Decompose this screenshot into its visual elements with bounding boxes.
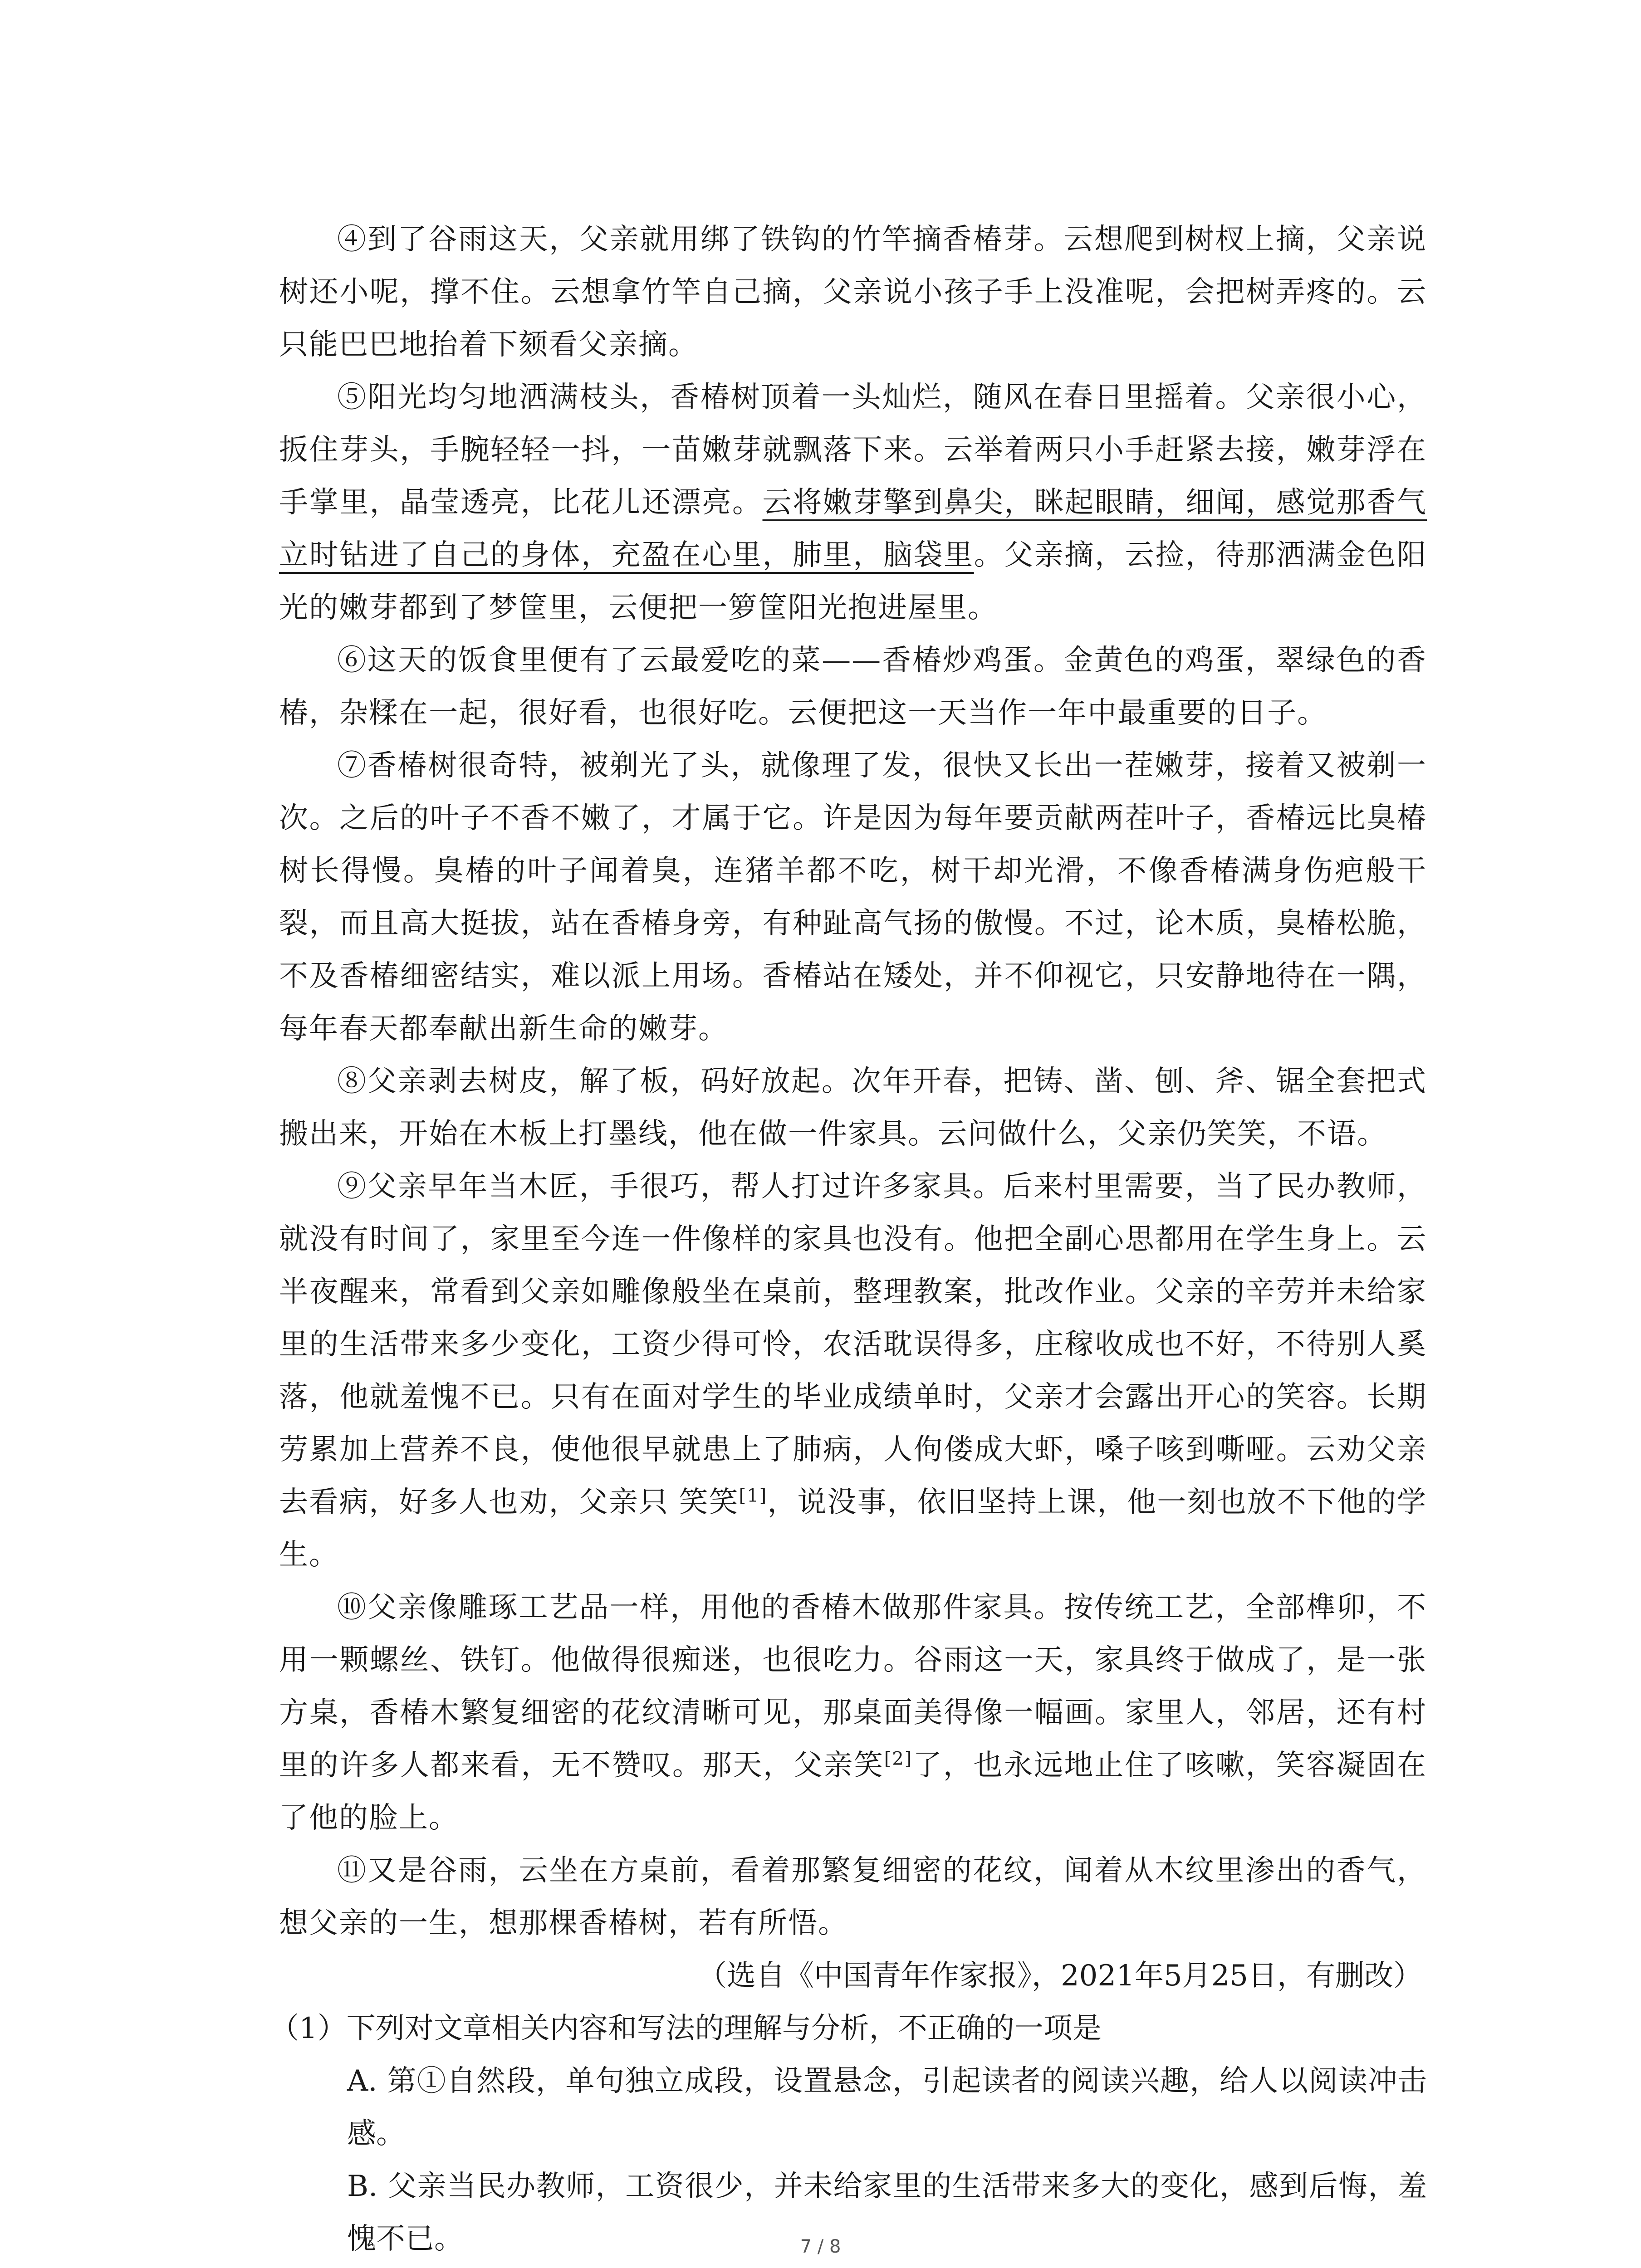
paragraph-9: [279, 1160, 1427, 1581]
paragraph-9-text: ⑨父亲早年当木匠，手很巧，帮人打过许多家具。后来村里需要，当了民办教师，就没有时间了，家里至今连一件像样的家具也没有。他把全副心思都用在学生身上。云半夜醒来，常看到父亲如雕像般坐在桌前，整理教案，批改作业。父亲的辛劳并未给家里的生活带来多少变化，工资少得可怜，农活耽误得多，庄稼收成也不好，不待别人奚落，他就羞愧不已。只有在面对学生的毕业成绩单时，父亲才会露出开心的笑容。长期劳累加上营养不良，使他很早就患上了肺病，人佝偻成大虾，嗓子咳到嘶哑。云劝父亲去看病，好多人也劝，父亲只 笑笑: [279, 1170, 1427, 1519]
paragraph-10: [279, 1581, 1427, 1844]
paragraph-10-tail: 了，也永远地止住了咳嗽，笑容凝固在了他的脸上。: [279, 1749, 1427, 1835]
page-number: 7 / 8: [800, 2236, 841, 2257]
paragraph-5-text: ⑤阳光均匀地洒满枝头，香椿树顶着一头灿烂，随风在春日里摇着。父亲很小心，扳住芽头，手腕轻轻一抖，一苗嫩芽就飘落下来。云举着两只小手赶紧去接，嫩芽浮在手掌里，晶莹透亮，比花儿还漂亮。: [279, 381, 1427, 519]
option-a: A. 第①自然段，单句独立成段，设置悬念，引起读者的阅读兴趣，给人以阅读冲击感。: [347, 2064, 1427, 2151]
source-citation: （选自《中国青年作家报》，2021年5月25日，有删改）: [697, 1959, 1422, 1993]
paragraph-5: [279, 371, 1427, 634]
option-c: [279, 2265, 1427, 2268]
paragraph-10-text: ⑩父亲像雕琢工艺品一样，用他的香椿木做那件家具。按传统工艺，全部榫卯，不用一颗螺丝、铁钉。他做得很痴迷，也很吃力。谷雨这一天，家具终于做成了，是一张方桌，香椿木繁复细密的花纹清晰可见，那桌面美得像一幅画。家里人，邻居，还有村里的许多人都来看，无不赞叹。那天，父亲笑: [279, 1591, 1427, 1782]
paragraph-6: ⑥这天的饭食里便有了云最爱吃的菜——香椿炒鸡蛋。金黄色的鸡蛋，翠绿色的香椿，杂糅在一起，很好看，也很好吃。云便把这一天当作一年中最重要的日子。: [279, 644, 1427, 730]
annotation-mark-1: [1]: [739, 1485, 768, 1506]
paragraph-11: ⑪又是谷雨，云坐在方桌前，看着那繁复细密的花纹，闻着从木纹里渗出的香气，想父亲的一生，想那棵香椿树，若有所悟。: [279, 1854, 1427, 1940]
paragraph-5-tail: 。父亲摘，云捡，待那洒满金色阳光的嫩芽都到了梦筐里，云便把一箩筐阳光抱进屋里。: [279, 538, 1427, 625]
question-stem: （1）下列对文章相关内容和写法的理解与分析，不正确的一项是: [270, 2012, 1102, 2045]
paragraph-7: ⑦香椿树很奇特，被剃光了头，就像理了发，很快又长出一茬嫩芽，接着又被剃一次。之后的叶子不香不嫩了，才属于它。许是因为每年要贡献两茬叶子，香椿远比臭椿树长得慢。臭椿的叶子闻着臭，连猪羊都不吃，树干却光滑，不像香椿满身伤疤般干裂，而且高大挺拔，站在香椿身旁，有种趾高气扬的傲慢。不过，论木质，臭椿松脆，不及香椿细密结实，难以派上用场。香椿站在矮处，并不仰视它，只安静地待在一隅，每年春天都奉献出新生命的嫩芽。: [279, 749, 1427, 1046]
paragraph-8: ⑧父亲剥去树皮，解了板，码好放起。次年开春，把铸、凿、刨、斧、锯全套把式搬出来，开始在木板上打墨线，他在做一件家具。云问做什么，父亲仍笑笑，不语。: [279, 1065, 1427, 1151]
article-body: [270, 213, 1427, 2268]
annotation-mark-2: [2]: [884, 1748, 913, 1769]
option-b: B. 父亲当民办教师，工资很少，并未给家里的生活带来多大的变化，感到后悔，羞愧不已。: [347, 2170, 1427, 2256]
paragraph-4: ④到了谷雨这天，父亲就用绑了铁钩的竹竿摘香椿芽。云想爬到树杈上摘，父亲说树还小呢，撑不住。云想拿竹竿自己摘，父亲说小孩子手上没准呢，会把树弄疼的。云只能巴巴地抬着下颏看父亲摘。: [279, 223, 1427, 362]
underlined-sentence: 云将嫩芽擎到鼻尖，眯起眼睛，细闻，感觉那香气立时钻进了自己的身体，充盈在心里，肺里，脑袋里: [279, 486, 1427, 572]
paragraph-9-tail: ，说没事，依旧坚持上课，他一刻也放不下他的学生。: [279, 1486, 1427, 1572]
